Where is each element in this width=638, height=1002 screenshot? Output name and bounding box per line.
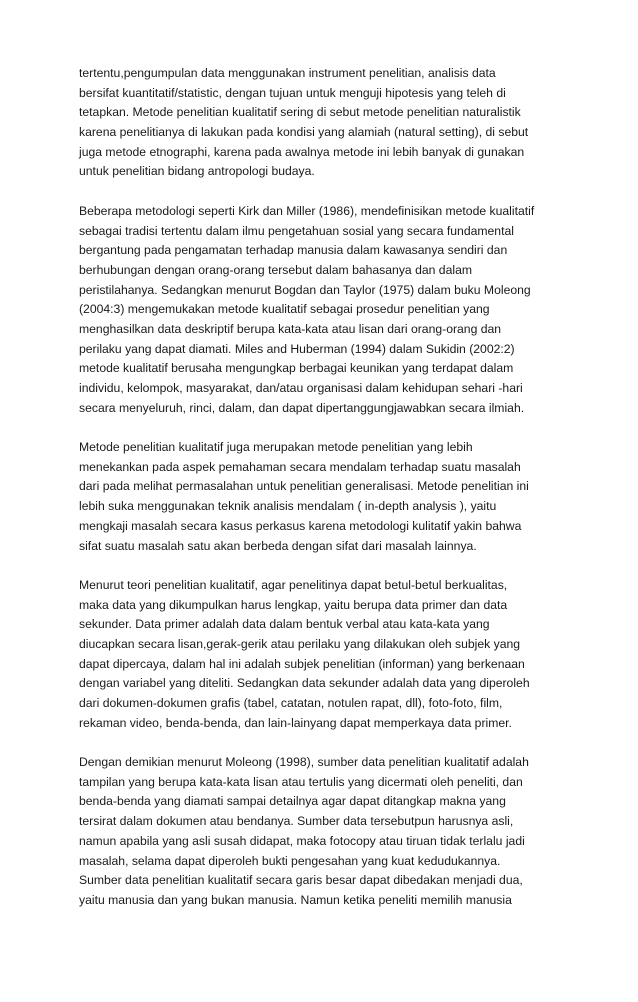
text-line: bergantung pada pengamatan terhadap manusia dalam kawasanya sendiri dan: [79, 243, 508, 258]
text-line: Beberapa metodologi seperti Kirk dan Miller (1986), mendefinisikan metode kualitatif: [79, 203, 535, 218]
text-line: Menurut teori penelitian kualitatif, agar penelitinya dapat betul-betul berkualitas,: [79, 577, 508, 592]
text-line: maka data yang dikumpulkan harus lengkap, yaitu berupa data primer dan data: [79, 597, 508, 612]
text-line: rekaman video, benda-benda, dan lain-lainyang dapat memperkaya data primer.: [79, 715, 512, 730]
text-line: lebih suka menggunakan teknik analisis mendalam ( in-depth analysis ), yaitu: [79, 499, 497, 514]
text-line: peristilahanya. Sedangkan menurut Bogdan dan Taylor (1975) dalam buku Moleong: [79, 282, 531, 297]
text-line: sifat suatu masalah satu akan berbeda dengan sifat dari masalah lainnya.: [79, 538, 477, 553]
text-line: tertentu,pengumpulan data menggunakan instrument penelitian, analisis data: [79, 66, 496, 80]
text-line: (2004:3) mengemukakan metode kualitatif sebagai prosedur penelitian yang: [79, 302, 490, 317]
paragraph-5: [79, 753, 559, 911]
paragraph-2: [79, 202, 559, 419]
text-line: dapat dipercaya, dalam hal ini adalah subjek penelitian (informan) yang berkenaan: [79, 656, 525, 671]
text-line: tetapkan. Metode penelitian kualitatif sering di sebut metode penelitian naturalistik: [79, 105, 521, 120]
text-line: yaitu manusia dan yang bukan manusia. Namun ketika peneliti memilih manusia: [79, 892, 512, 907]
text-line: diucapkan secara lisan,gerak-gerik atau perilaku yang dilakukan oleh subjek yang: [79, 636, 521, 651]
text-line: Dengan demikian menurut Moleong (1998), sumber data penelitian kualitatif adalah: [79, 755, 529, 770]
text-line: secara menyeluruh, rinci, dalam, dan dapat dipertanggungjawabkan secara ilmiah.: [79, 400, 525, 415]
text-line: Metode penelitian kualitatif juga merupakan metode penelitian yang lebih: [79, 440, 473, 455]
text-line: sebagai tradisi tertentu dalam ilmu pengetahuan sosial yang secara fundamental: [79, 223, 514, 238]
document-page: [79, 64, 559, 930]
text-line: sekunder. Data primer adalah data dalam bentuk verbal atau kata-kata yang: [79, 617, 490, 632]
text-line: mengkaji masalah secara kasus perkasus karena metodologi kulitatif yakin bahwa: [79, 518, 522, 533]
text-line: dari dokumen-dokumen grafis (tabel, catatan, notulen rapat, dll), foto-foto, film,: [79, 696, 503, 710]
text-line: perilaku yang dapat diamati. Miles and Huberman (1994) dalam Sukidin (2002:2): [79, 341, 515, 356]
text-line: tersirat dalam dokumen atau bendanya. Sumber data tersebutpun harusnya asli,: [79, 814, 514, 829]
text-line: menekankan pada aspek pemahaman secara mendalam terhadap suatu masalah: [79, 459, 521, 474]
text-line: dengan variabel yang diteliti. Sedangkan data sekunder adalah data yang diperoleh: [79, 676, 530, 691]
text-line: bersifat kuantitatif/statistic, dengan tujuan untuk menguji hipotesis yang teleh di: [79, 85, 506, 100]
text-line: masalah, selama dapat diperoleh bukti pengesahan yang kuat kedudukannya.: [79, 853, 501, 868]
text-line: individu, kelompok, masyarakat, dan/atau organisasi dalam kehidupan sehari -hari: [79, 381, 523, 395]
text-line: tampilan yang berupa kata-kata lisan atau tertulis yang dicermati oleh peneliti, dan: [79, 774, 523, 789]
paragraph-3: [79, 438, 559, 556]
text-line: dari pada melihat permasalahan untuk penelitian generalisasi. Metode penelitian ini: [79, 479, 529, 494]
text-line: Sumber data penelitian kualitatif secara garis besar dapat dibedakan menjadi dua,: [79, 873, 523, 888]
paragraph-4: [79, 576, 559, 734]
text-line: benda-benda yang diamati sampai detailnya agar dapat ditangkap makna yang: [79, 794, 506, 809]
text-line: namun apabila yang asli susah didapat, maka fotocopy atau tiruan tidak terlalu jadi: [79, 833, 525, 848]
text-line: juga metode etnographi, karena pada awalnya metode ini lebih banyak di gunakan: [79, 144, 525, 159]
text-line: karena penelitianya di lakukan pada kondisi yang alamiah (natural setting), di sebut: [79, 125, 529, 140]
text-line: untuk penelitian bidang antropologi budaya.: [79, 164, 315, 179]
paragraph-1: [79, 64, 559, 182]
text-line: metode kualitatif berusaha mengungkap berbagai keunikan yang terdapat dalam: [79, 361, 514, 376]
text-line: menghasilkan data deskriptif berupa kata-kata atau lisan dari orang-orang dan: [79, 321, 502, 336]
text-line: berhubungan dengan orang-orang tersebut dalam bahasanya dan dalam: [79, 262, 473, 277]
